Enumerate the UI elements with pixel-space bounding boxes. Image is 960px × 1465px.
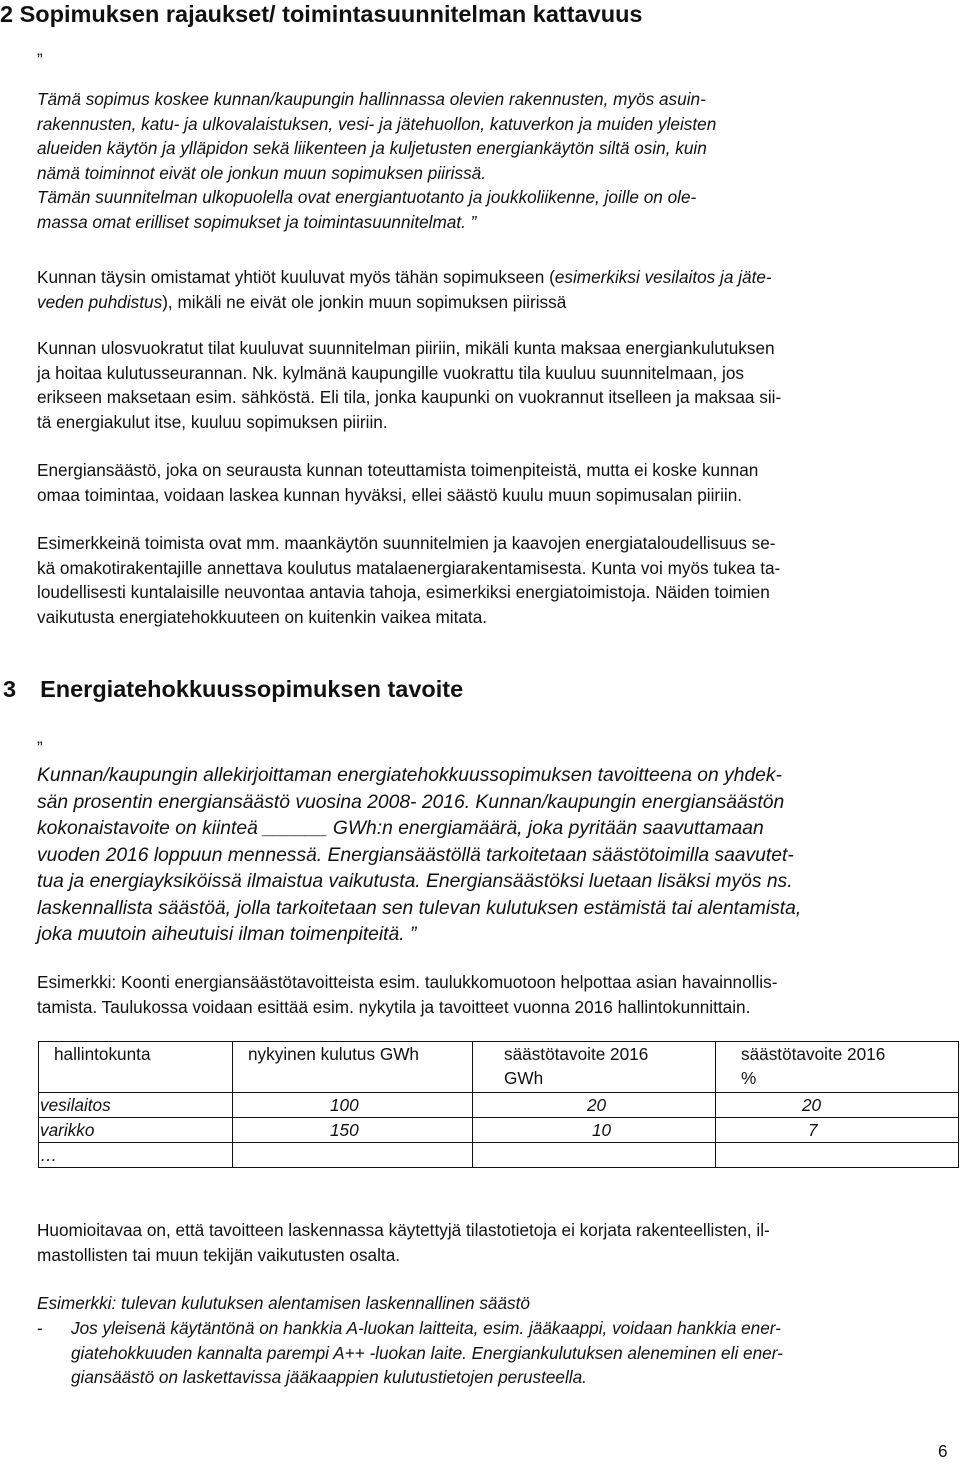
table-cell: varikko [39, 1118, 233, 1143]
text-line: vaikutusta energiatehokkuuteen on kuitenkin vaikea mitata. [37, 606, 488, 627]
text-line: Tämä sopimus koskee kunnan/kaupungin hallinnassa olevien rakennusten, myös asuin- [37, 89, 706, 109]
text-line: Jos yleisenä käytäntönä on hankkia A-luokan laitteita, esim. jääkaappi, voidaan hankkia ener- [71, 1318, 781, 1338]
text-line: Esimerkkeinä toimista ovat mm. maankäytön suunnitelmien ja kaavojen energiataloudellisuus se- [37, 533, 776, 553]
section-3-heading [3, 676, 463, 703]
section-title: Energiatehokkuussopimuksen tavoite [40, 676, 464, 702]
text-line: nämä toiminnot eivät ole jonkun muun sopimuksen piirissä. [37, 162, 487, 183]
owned-companies-paragraph [37, 265, 772, 314]
text-line: giatehokkuuden kannalta parempi A++ -luokan laite. Energiankulutuksen aleneminen eli ener- [71, 1342, 783, 1363]
table-cell: 100 [233, 1093, 473, 1118]
text-line: laskennallista säästöä, jolla tarkoitetaan sen tulevan kulutuksen estämistä tai alentamista, [37, 897, 802, 919]
text-line: rakennusten, katu- ja ulkovalaistuksen, vesi- ja jätehuollon, katuverkon ja muiden yleisten [37, 113, 717, 134]
table-cell: 20 [716, 1093, 959, 1118]
table-header-row [39, 1042, 959, 1093]
table-cell: 20 [473, 1093, 716, 1118]
bullet-item [71, 1316, 783, 1390]
savings-target-table [38, 1041, 959, 1168]
text-line: Kunnan ulosvuokratut tilat kuuluvat suunnitelman piiriin, mikäli kunta maksaa energiankulutuksen [37, 338, 775, 358]
table-header-cell: nykyinen kulutus GWh [233, 1042, 473, 1093]
text-line: kä omakotirakentajille annettava koulutus matalaenergiarakentamisesta. Kunta voi myös tukea ta- [37, 557, 781, 578]
table-row [39, 1118, 959, 1143]
table-row [39, 1143, 959, 1168]
table-header-cell: säästötavoite 2016 % [716, 1042, 959, 1093]
text-line: sän prosentin energiansäästö vuosina 2008- 2016. Kunnan/kaupungin energiansäästön [37, 791, 785, 813]
text-line: Esimerkki: Koonti energiansäästötavoitteista esim. taulukkomuotoon helpottaa asian havainnollis- [37, 972, 778, 992]
bullet-dash: - [37, 1318, 43, 1338]
quote-open-mark: ” [37, 50, 43, 69]
text-line: joka muutoin aiheutuisi ilman toimenpiteitä. ” [37, 924, 417, 945]
text-line: tä energiakulut itse, kuuluu sopimuksen piiriin. [37, 411, 388, 432]
text-line: omaa toimintaa, voidaan laskea kunnan hyväksi, ellei säästö kuulu muun sopimusalan piiriin. [37, 484, 743, 505]
example-2-title: Esimerkki: tulevan kulutuksen alentamisen laskennallinen säästö [37, 1293, 530, 1313]
text-line: erikseen maksetaan esim. sähköstä. Eli tila, jonka kaupunki on vuokrannut itselleen ja maksaa sii- [37, 387, 782, 407]
table-header-cell: hallintokunta [39, 1042, 233, 1093]
text-line: veden puhdistus), mikäli ne eivät ole jonkin muun sopimuksen piirissä [37, 291, 567, 312]
text-line: kokonaistavoite on kiinteä ______ GWh:n energiamäärä, joka pyritään saavuttamaan [37, 818, 764, 839]
table-cell [473, 1143, 716, 1168]
text-line: alueiden käytön ja ylläpidon sekä liikenteen ja kuljetusten energiankäytön siltä osin, kuin [37, 138, 707, 158]
table-cell: 150 [233, 1118, 473, 1143]
text-line: Kunnan/kaupungin allekirjoittaman energiatehokkuussopimuksen tavoitteena on yhdek- [37, 765, 782, 786]
text-line: Huomioitavaa on, että tavoitteen laskennassa käytettyjä tilastotietoja ei korjata rakenteellisten, il- [37, 1220, 770, 1240]
text-line: vuoden 2016 loppuun mennessä. Energiansäästöllä tarkoitetaan säästötoimilla saavutet- [37, 844, 794, 866]
text-line: massa omat erilliset sopimukset ja toimintasuunnitelmat. ” [37, 211, 477, 232]
text-line: mastollisten tai muun tekijän vaikutusten osalta. [37, 1244, 401, 1265]
quote-open-mark: ” [37, 738, 43, 757]
table-cell: vesilaitos [39, 1093, 233, 1118]
table-cell [716, 1143, 959, 1168]
table-row [39, 1093, 959, 1118]
text-line: ja hoitaa kulutusseurannan. Nk. kylmänä kaupungille vuokrattu tila kuuluu suunnitelmaan, jos [37, 362, 745, 383]
energy-saving-paragraph [37, 458, 758, 507]
leased-premises-paragraph [37, 336, 781, 434]
text-line: giansäästö on laskettavissa jääkaappien kulutustietojen perusteella. [71, 1367, 587, 1387]
table-cell: 7 [716, 1118, 959, 1143]
text-line: tamista. Taulukossa voidaan esittää esim. nykytila ja tavoitteet vuonna 2016 hallintokunnittain. [37, 996, 751, 1017]
note-paragraph [37, 1218, 770, 1267]
section-2-heading: 2 Sopimuksen rajaukset/ toimintasuunnitelman kattavuus [0, 1, 643, 27]
page-number: 6 [938, 1441, 948, 1461]
table-cell: 10 [473, 1118, 716, 1143]
goal-quote-text [37, 763, 801, 949]
text-line: loudellisesti kuntalaisille neuvontaa antavia tahoja, esimerkiksi energiatoimistoja. Näiden toimien [37, 582, 770, 602]
table-cell [233, 1143, 473, 1168]
examples-paragraph [37, 531, 780, 629]
example-summary-paragraph [37, 970, 777, 1019]
text-line: Energiansäästö, joka on seurausta kunnan toteuttamista toimenpiteistä, mutta ei koske kunnan [37, 460, 759, 480]
text-line: tua ja energiayksiköissä ilmaistua vaikutusta. Energiansäästöksi luetaan lisäksi myös ns. [37, 871, 793, 892]
table-header-cell: säästötavoite 2016 GWh [473, 1042, 716, 1093]
section-number: 3 [3, 676, 17, 702]
table-cell: … [39, 1143, 233, 1168]
scope-quote-text [37, 87, 716, 234]
text-line: Kunnan täysin omistamat yhtiöt kuuluvat myös tähän sopimukseen (esimerkiksi vesilaitos ja jäte- [37, 267, 772, 287]
text-line: Tämän suunnitelman ulkopuolella ovat energiantuotanto ja joukkoliikenne, joille on ole- [37, 187, 697, 207]
